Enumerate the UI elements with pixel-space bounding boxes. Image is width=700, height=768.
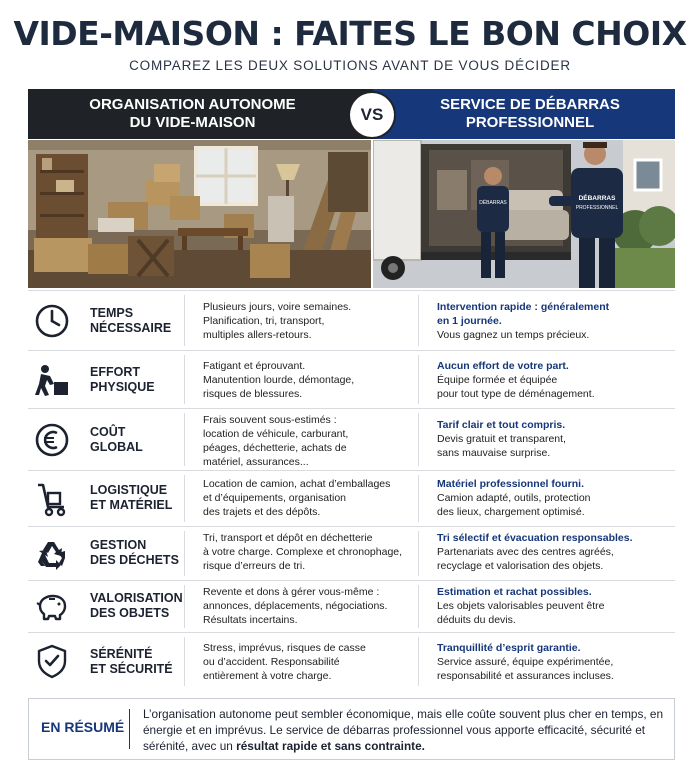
row-label: EFFORT PHYSIQUE bbox=[90, 365, 155, 394]
autonomous-text: Frais souvent sous-estimés : location de véhicule, carburant, péages, déchetterie, achats de matériel, assurances... bbox=[203, 414, 349, 468]
left-header-line2: DU VIDE-MAISON bbox=[129, 114, 256, 131]
autonomous-text: Revente et dons à gérer vous-même : annonces, déplacements, négociations. Résultats incertains. bbox=[203, 586, 388, 626]
cluttered-room-photo bbox=[28, 140, 371, 288]
row-label: VALORISATION DES OBJETS bbox=[90, 591, 183, 620]
professional-text: Aucun effort de votre part. Équipe formée et équipée pour tout type de déménagement. bbox=[437, 360, 595, 400]
comparison-row-valuation bbox=[28, 580, 675, 632]
professional-text: Tri sélectif et évacuation responsables. Partenariats avec des centres agréés, recyclage et valorisation des objets. bbox=[437, 532, 633, 572]
comparison-row-effort bbox=[28, 350, 675, 408]
euro-coin-icon bbox=[34, 422, 70, 458]
shield-check-icon bbox=[34, 643, 70, 679]
comparison-row-time bbox=[28, 290, 675, 350]
right-mover-shirt-line1: DÉBARRAS bbox=[578, 195, 616, 202]
summary-title: EN RÉSUMÉ bbox=[41, 719, 125, 735]
comparison-row-cost bbox=[28, 408, 675, 470]
hand-truck-icon bbox=[34, 481, 70, 517]
row-label: TEMPS NÉCESSAIRE bbox=[90, 306, 172, 335]
autonomous-text: Fatigant et éprouvant. Manutention lourde, démontage, risques de blessures. bbox=[203, 360, 355, 400]
professional-text: Estimation et rachat possibles. Les objets valorisables peuvent être déduits du devis. bbox=[437, 586, 605, 626]
professional-text: Intervention rapide : généralement en 1 journée. Vous gagnez un temps précieux. bbox=[437, 301, 610, 341]
comparison-row-serenity bbox=[28, 632, 675, 690]
professional-text: Matériel professionnel fourni. Camion adapté, outils, protection des lieux, chargement optimisé. bbox=[437, 478, 591, 518]
vs-badge: VS bbox=[350, 93, 394, 137]
row-label: SÉRÉNITÉ ET SÉCURITÉ bbox=[90, 647, 173, 676]
left-column-header bbox=[28, 89, 373, 139]
autonomous-text: Plusieurs jours, voire semaines. Planification, tri, transport, multiples allers-retours. bbox=[203, 301, 352, 341]
page-title: VIDE-MAISON : FAITES LE BON CHOIX bbox=[13, 14, 687, 53]
right-header-line1: SERVICE DE DÉBARRAS bbox=[440, 96, 620, 113]
summary-text: L’organisation autonome peut sembler économique, mais elle coûte souvent plus cher en temps, en énergie et en imprévus. Le service de débarras professionnel vous apporte efficacité, sécurité et sérénité, avec un résultat rapide et sans contrainte. bbox=[143, 707, 664, 753]
left-mover-shirt-text: DÉBARRAS bbox=[479, 200, 507, 206]
professional-text: Tranquillité d’esprit garantie. Service assuré, équipe expérimentée, responsabilité et assurances incluses. bbox=[437, 642, 614, 682]
row-label: LOGISTIQUE ET MATÉRIEL bbox=[90, 483, 173, 512]
person-lifting-box-icon bbox=[34, 362, 70, 398]
recycle-icon bbox=[34, 536, 70, 572]
autonomous-text: Tri, transport et dépôt en déchetterie à votre charge. Complexe et chronophage, risque d’erreurs de tri. bbox=[203, 532, 403, 572]
clock-icon bbox=[34, 303, 70, 339]
left-header-line1: ORGANISATION AUTONOME bbox=[89, 96, 296, 113]
movers-truck-photo bbox=[373, 140, 675, 288]
professional-text: Tarif clair et tout compris. Devis gratuit et transparent, sans mauvaise surprise. bbox=[437, 419, 566, 459]
comparison-row-waste bbox=[28, 526, 675, 580]
comparison-row-logistics bbox=[28, 470, 675, 526]
autonomous-text: Stress, imprévus, risques de casse ou d’accident. Responsabilité entièrement à votre charge. bbox=[203, 642, 366, 682]
piggy-bank-icon bbox=[34, 589, 70, 625]
row-label: GESTION DES DÉCHETS bbox=[90, 538, 179, 567]
right-mover-shirt-line2: PROFESSIONNEL bbox=[575, 205, 619, 211]
row-label: COÛT GLOBAL bbox=[90, 425, 143, 454]
summary-box bbox=[28, 698, 675, 760]
autonomous-text: Location de camion, achat d’emballages et d’équipements, organisation des trajets et des dépôts. bbox=[203, 478, 391, 518]
right-column-header bbox=[373, 89, 675, 139]
page-subtitle: COMPAREZ LES DEUX SOLUTIONS AVANT DE VOUS DÉCIDER bbox=[129, 58, 571, 73]
right-header-line2: PROFESSIONNEL bbox=[465, 114, 595, 131]
